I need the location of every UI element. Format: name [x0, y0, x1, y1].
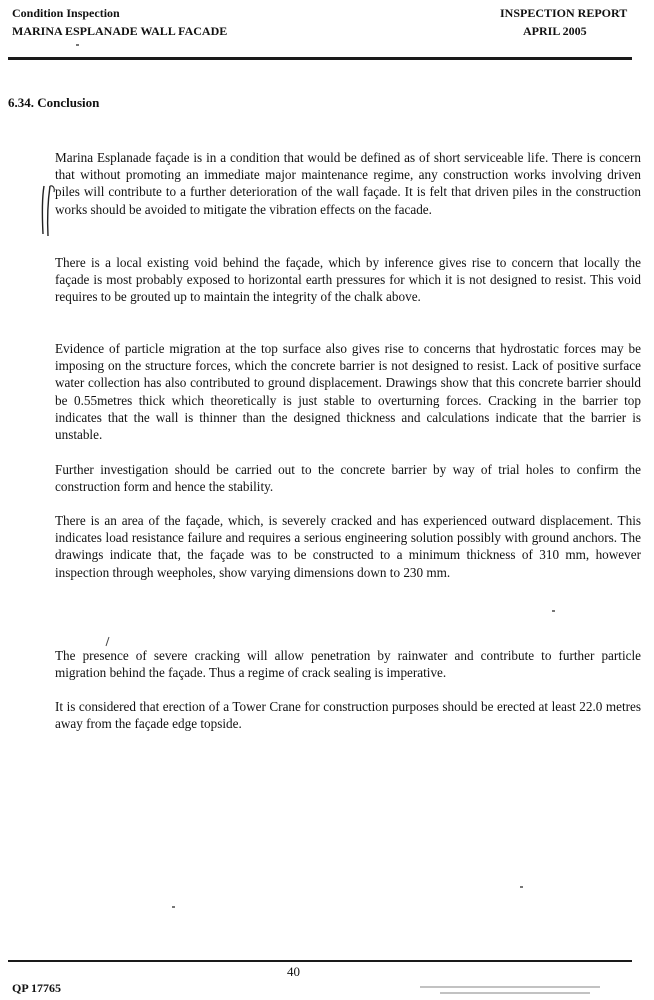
scan-speck: [552, 610, 555, 612]
scan-smudge: [440, 992, 590, 994]
paragraph-2: There is a local existing void behind the façade, which by inference gives rise to concern that locally the façade is most probably exposed to horizontal earth pressures for which it is not designed to resist. This void requires to be grouted up to maintain the integrity of the chalk above.: [55, 255, 641, 305]
scan-smudge: [420, 986, 600, 988]
paragraph-7: It is considered that erection of a Tower Crane for construction purposes should be erected at least 22.0 metres away from the façade edge topside.: [55, 699, 641, 732]
header-report-date: APRIL 2005: [523, 24, 587, 38]
footer-divider: [8, 960, 632, 962]
page-number: 40: [287, 964, 300, 979]
document-code: QP 17765: [12, 981, 62, 995]
margin-pen-mark: [38, 184, 58, 240]
stray-pen-mark: [102, 636, 112, 648]
header-divider: [8, 57, 632, 60]
scan-speck: [172, 906, 175, 908]
paragraph-3: Evidence of particle migration at the top surface also gives rise to concerns that hydrostatic forces may be imposing on the structure forces, which the concrete barrier is not designed to resist. Lack of positive surface water collection has also contributed to ground displacement. Drawings show that this concrete barrier should be 0.55metres thick which theoretically is just stable to overturning forces. Cracking in the barrier top indicates that the wall is thinner than the designed thickness and calculations indicate that the barrier is unstable.: [55, 341, 641, 443]
scan-speck: [76, 44, 79, 46]
header-project-type: Condition Inspection: [12, 6, 120, 20]
paragraph-6: The presence of severe cracking will allow penetration by rainwater and contribute to further particle migration behind the façade. Thus a regime of crack sealing is imperative.: [55, 648, 641, 681]
header-report-type: INSPECTION REPORT: [500, 6, 628, 20]
header-project-name: MARINA ESPLANADE WALL FACADE: [12, 24, 228, 38]
scan-speck: [520, 886, 523, 888]
section-heading: 6.34. Conclusion: [8, 95, 100, 110]
paragraph-1: Marina Esplanade façade is in a condition that would be defined as of short serviceable life. There is concern that without promoting an immediate major maintenance regime, any construction works involving driven piles will contribute to a further deterioration of the wall façade. It is felt that driven piles in the construction works should be avoided to mitigate the vibration effects on the facade.: [55, 150, 641, 217]
paragraph-4: Further investigation should be carried out to the concrete barrier by way of trial holes to confirm the construction form and hence the stability.: [55, 462, 641, 495]
paragraph-5: There is an area of the façade, which, is severely cracked and has experienced outward displacement. This indicates load resistance failure and requires a serious engineering solution possibly with ground anchors. The drawings indicate that, the façade was to be constructed to a minimum thickness of 310 mm, however inspection through weepholes, show varying dimensions down to 230 mm.: [55, 513, 641, 580]
